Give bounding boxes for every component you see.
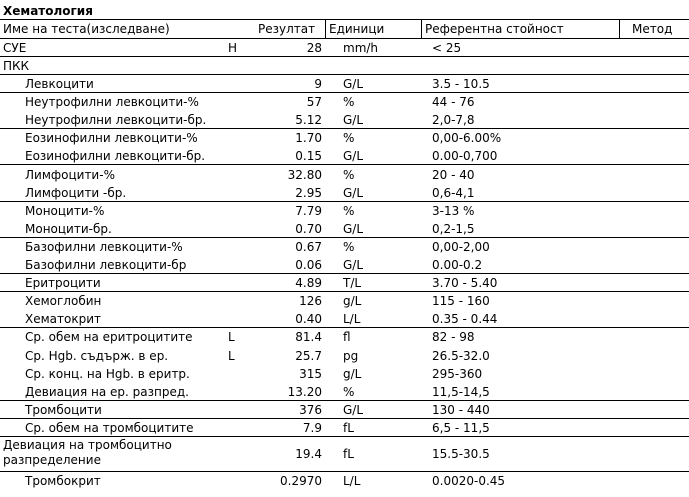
table-row [0, 147, 689, 165]
test-name: Тромбокрит [25, 474, 101, 488]
result-flag: H [228, 41, 238, 55]
reference-range: 3-13 % [432, 203, 475, 218]
table-row [0, 472, 689, 490]
reference-range: 0.35 - 0.44 [432, 312, 498, 327]
table-row [0, 220, 689, 238]
table-row [0, 383, 689, 401]
result-value: 9 [314, 77, 322, 91]
reference-range: 0.0020-0.45 [432, 474, 506, 488]
result-value: 19.4 [295, 447, 322, 461]
result-unit: g/L [343, 294, 362, 309]
result-unit: g/L [343, 366, 362, 381]
reference-range: 11,5-14,5 [432, 384, 490, 399]
test-name: Еозинофилни левкоцити-% [25, 131, 198, 146]
test-name: Левкоцити [25, 77, 94, 91]
test-name: Неутрофилни левкоцити-% [25, 95, 199, 110]
reference-range: < 25 [432, 41, 462, 55]
result-value: 32.80 [287, 167, 322, 182]
reference-range: 82 - 98 [432, 330, 475, 345]
table-row [0, 419, 689, 437]
test-name: Базофилни левкоцити-бр [25, 258, 187, 272]
reference-range: 0,6-4,1 [432, 185, 475, 200]
table-row [0, 347, 689, 365]
result-value: 7.9 [302, 420, 322, 435]
table-row [0, 57, 689, 75]
result-unit: L/L [343, 312, 361, 327]
result-value: 315 [299, 366, 322, 381]
test-name: Моноцити-% [25, 203, 105, 218]
result-unit: pg [343, 348, 359, 363]
result-value: 4.89 [295, 276, 322, 291]
result-value: 0.15 [295, 149, 322, 164]
table-row [0, 401, 689, 419]
table-row [0, 202, 689, 220]
column-divider [421, 20, 422, 39]
result-unit: G/L [343, 149, 364, 164]
table-row [0, 39, 689, 57]
result-value: 0.67 [295, 239, 322, 254]
test-name: Лимфоцити-% [25, 167, 115, 182]
test-name: Тромбоцити [25, 402, 102, 417]
test-name: Хематокрит [25, 312, 101, 327]
test-name: Ср. Hgb. съдърж. в ер. [25, 348, 169, 363]
reference-range: 0,2-1,5 [432, 221, 475, 236]
reference-range: 20 - 40 [432, 167, 475, 182]
reference-range: 0,00-6.00% [432, 131, 502, 146]
test-name: ПКК [3, 59, 30, 73]
result-value: 81.4 [295, 330, 322, 345]
table-row [0, 328, 689, 346]
column-header-units: Единици [329, 22, 385, 36]
table-row [0, 184, 689, 202]
table-row [0, 310, 689, 328]
reference-range: 115 - 160 [432, 294, 490, 309]
result-value: 13.20 [287, 384, 322, 399]
test-name: Лимфоцити -бр. [25, 185, 127, 200]
reference-range: 0,00-2,00 [432, 239, 490, 254]
result-value: 2.95 [295, 185, 322, 200]
reference-range: 2,0-7,8 [432, 113, 475, 128]
result-unit: % [343, 203, 355, 218]
result-unit: % [343, 95, 355, 110]
table-row [0, 256, 689, 274]
result-value: 5.12 [295, 113, 322, 128]
table-row [0, 274, 689, 292]
result-unit: % [343, 131, 355, 146]
column-header-method: Метод [632, 22, 673, 36]
test-name: Ср. обем на тромбоцитите [25, 420, 194, 435]
result-unit: G/L [343, 221, 364, 236]
result-unit: G/L [343, 402, 364, 417]
table-row [0, 111, 689, 129]
reference-range: 6,5 - 11,5 [432, 420, 490, 435]
result-unit: % [343, 384, 355, 399]
test-name: Моноцити-бр. [25, 221, 112, 236]
result-unit: L/L [343, 474, 361, 488]
result-value: 0.2970 [280, 474, 322, 488]
reference-range: 26.5-32.0 [432, 348, 490, 363]
result-value: 1.70 [295, 131, 322, 146]
reference-range: 0.00-0.2 [432, 258, 483, 272]
test-name: СУЕ [3, 41, 27, 55]
table-row [0, 292, 689, 310]
reference-range: 44 - 76 [432, 95, 475, 110]
reference-range: 3.5 - 10.5 [432, 77, 490, 91]
reference-range: 0.00-0,700 [432, 149, 498, 164]
result-unit: % [343, 167, 355, 182]
result-flag: L [228, 348, 235, 363]
test-name: Ср. обем на еритроцитите [25, 330, 193, 345]
reference-range: 295-360 [432, 366, 483, 381]
table-row [0, 129, 689, 147]
test-name: Девиация на тромбоцитно разпределение [3, 438, 172, 467]
result-value: 57 [306, 95, 322, 110]
test-name: Девиация на ер. разпред. [25, 384, 189, 399]
test-name: Неутрофилни левкоцити-бр. [25, 113, 207, 128]
result-value: 0.70 [295, 221, 322, 236]
table-row [0, 437, 689, 472]
column-header-result: Резултат [258, 22, 316, 36]
test-name: Еозинофилни левкоцити-бр. [25, 149, 206, 164]
result-value: 126 [299, 294, 322, 309]
result-unit: G/L [343, 258, 364, 272]
result-value: 376 [299, 402, 322, 417]
table-row [0, 166, 689, 184]
test-name: Хемоглобин [25, 294, 102, 309]
test-name: Базофилни левкоцити-% [25, 239, 183, 254]
result-unit: T/L [343, 276, 362, 291]
test-name: Еритроцити [25, 276, 101, 291]
result-unit: mm/h [343, 41, 379, 55]
reference-range: 3.70 - 5.40 [432, 276, 498, 291]
result-value: 0.06 [295, 258, 322, 272]
result-unit: fL [343, 420, 354, 435]
result-value: 28 [306, 41, 322, 55]
result-value: 25.7 [295, 348, 322, 363]
column-divider [619, 20, 620, 39]
result-unit: fl [343, 330, 351, 345]
column-header-reference: Референтна стойност [425, 22, 564, 36]
table-row [0, 93, 689, 111]
result-unit: fL [343, 447, 354, 461]
table-row [0, 365, 689, 383]
result-flag: L [228, 330, 235, 345]
reference-range: 15.5-30.5 [432, 447, 490, 461]
table-row [0, 238, 689, 256]
column-header-name: Име на теста(изследване) [3, 22, 170, 36]
header-top-rule [0, 19, 689, 20]
result-value: 0.40 [295, 312, 322, 327]
result-unit: G/L [343, 113, 364, 128]
test-name: Ср. конц. на Hgb. в еритр. [25, 366, 190, 381]
result-value: 7.79 [295, 203, 322, 218]
result-unit: G/L [343, 185, 364, 200]
result-unit: % [343, 239, 355, 254]
section-title: Хематология [3, 4, 93, 18]
result-unit: G/L [343, 77, 364, 91]
table-row [0, 75, 689, 93]
column-divider [325, 20, 326, 39]
reference-range: 130 - 440 [432, 402, 490, 417]
